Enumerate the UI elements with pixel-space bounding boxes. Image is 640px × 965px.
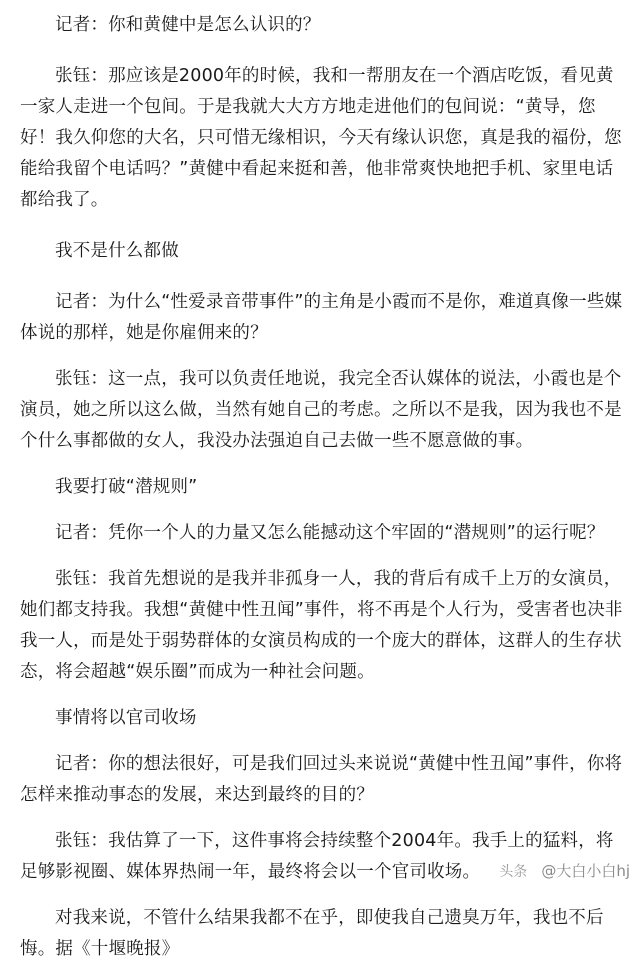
paragraph-8: 张钰：我估算了一下，这件事将会持续整个2004年。我手上的猛料，将足够影视圈、媒体界热闹一年，最终将会以一个官司收场。 [20,831,614,882]
article-body [20,0,625,965]
section-heading-1: 我不是什么都做 [55,241,179,261]
section-heading-3: 事情将以官司收场 [55,708,197,728]
paragraph-4: 张钰：这一点，我可以负责任地说，我完全否认媒体的说法，小霞也是个演员，她之所以这么做，当然有她自己的考虑。之所以不是我，因为我也不是个什么事都做的女人，我没办法强迫自己去做一些不愿意做的事。 [20,369,622,451]
paragraph-6: 张钰：我首先想说的是我并非孤身一人，我的背后有成千上万的女演员，她们都支持我。我想“黄健中性丑闻”事件，将不再是个人行为，受害者也决非我一人，而是处于弱势群体的女演员构成的一个庞大的群体，这群人的生存状态，将会超越“娱乐圈”而成为一种社会问题。 [20,569,623,682]
watermark [491,860,630,881]
paragraph-9: 对我来说，不管什么结果我都不在乎，即使我自己遗臭万年，我也不后悔。据《十堰晚报》 [20,908,604,959]
paragraph-1: 记者：你和黄健中是怎么认识的？ [55,15,321,35]
paragraph-2: 张钰：那应该是2000年的时候，我和一帮朋友在一个酒店吃饭，看见黄一家人走进一个包间。于是我就大大方方地走进他们的包间说：“黄导，您好！我久仰您的大名，只可惜无缘相识，今天有缘认识您，真是我的福份，您能给我留个电话吗？”黄健中看起来挺和善，他非常爽快地把手机、家里电话都给我了。 [20,66,622,210]
toutiao-logo: 头条 [499,863,528,880]
paragraph-3: 记者：为什么“性爱录音带事件”的主角是小霞而不是你，难道真像一些媒体说的那样，她是你雇佣来的？ [20,292,623,343]
paragraph-7: 记者：你的想法很好，可是我们回过头来说说“黄健中性丑闻”事件，你将怎样来推动事态的发展，来达到最终的目的？ [20,754,623,805]
section-heading-2: 我要打破“潜规则” [55,477,198,497]
paragraph-5: 记者：凭你一个人的力量又怎么能撼动这个牢固的“潜规则”的运行呢？ [55,523,605,543]
watermark-author: @大白小白hj [541,862,630,880]
